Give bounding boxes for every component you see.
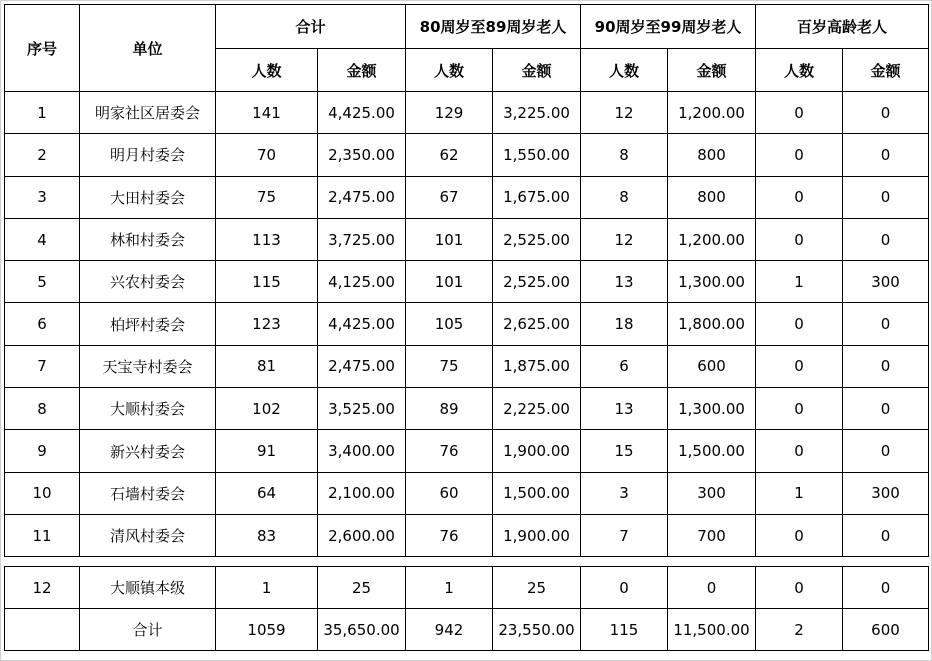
cell-total-count: 113 [216,218,318,260]
cell-c90-amount: 800 [668,176,756,218]
cell-c100-count: 0 [756,92,843,134]
cell-c90-count: 12 [581,92,668,134]
cell-c80-amount: 1,500.00 [493,472,581,514]
subsidy-table-summary [4,566,929,651]
cell-seq: 5 [5,261,80,303]
cell-c80-amount: 25 [493,567,581,609]
cell-total-amount: 3,725.00 [318,218,406,260]
cell-c90-amount: 700 [668,514,756,556]
cell-total-count: 1 [216,567,318,609]
cell-c100-amount: 0 [843,345,929,387]
header-group-90-99: 90周岁至99周岁老人 [581,5,756,49]
cell-c100-amount: 0 [843,134,929,176]
header-unit: 单位 [80,5,216,92]
cell-total-amount: 2,350.00 [318,134,406,176]
cell-c100-amount: 0 [843,303,929,345]
cell-c90-amount: 1,300.00 [668,261,756,303]
table-row [5,303,929,345]
cell-c100-count: 0 [756,218,843,260]
cell-seq: 6 [5,303,80,345]
cell-total-amount: 4,125.00 [318,261,406,303]
cell-c80-count: 76 [406,430,493,472]
cell-c100-count: 0 [756,430,843,472]
cell-c90-count: 3 [581,472,668,514]
cell-total-count: 64 [216,472,318,514]
cell-c80-count: 1 [406,567,493,609]
cell-unit: 大顺村委会 [80,388,216,430]
table-row [5,514,929,556]
cell-c80-amount: 2,525.00 [493,261,581,303]
cell-total-amount: 3,400.00 [318,430,406,472]
cell-unit: 明家社区居委会 [80,92,216,134]
header-group-total: 合计 [216,5,406,49]
cell-total-amount: 25 [318,567,406,609]
cell-total-count: 70 [216,134,318,176]
cell-unit: 大田村委会 [80,176,216,218]
cell-total-amount: 35,650.00 [318,609,406,651]
cell-c90-count: 8 [581,134,668,176]
cell-unit: 林和村委会 [80,218,216,260]
cell-unit: 柏坪村委会 [80,303,216,345]
header-seq: 序号 [5,5,80,92]
cell-c100-amount: 0 [843,514,929,556]
cell-c80-amount: 1,900.00 [493,514,581,556]
table-row [5,176,929,218]
cell-c90-count: 18 [581,303,668,345]
cell-total-amount: 4,425.00 [318,92,406,134]
cell-c80-amount: 2,625.00 [493,303,581,345]
cell-c90-count: 12 [581,218,668,260]
table-row [5,345,929,387]
cell-c80-count: 75 [406,345,493,387]
cell-c90-amount: 1,200.00 [668,92,756,134]
cell-total-count: 141 [216,92,318,134]
cell-c100-count: 1 [756,472,843,514]
header-80-amount: 金额 [493,49,581,92]
header-100-amount: 金额 [843,49,929,92]
cell-seq: 2 [5,134,80,176]
cell-c90-count: 6 [581,345,668,387]
cell-c80-amount: 3,225.00 [493,92,581,134]
table-row [5,261,929,303]
cell-c90-count: 15 [581,430,668,472]
cell-c90-count: 115 [581,609,668,651]
header-90-amount: 金额 [668,49,756,92]
cell-c100-count: 0 [756,134,843,176]
cell-seq: 12 [5,567,80,609]
cell-unit: 天宝寺村委会 [80,345,216,387]
cell-c100-count: 0 [756,388,843,430]
cell-unit: 清风村委会 [80,514,216,556]
cell-c90-amount: 1,300.00 [668,388,756,430]
cell-c90-amount: 0 [668,567,756,609]
cell-total-count: 115 [216,261,318,303]
cell-c80-count: 105 [406,303,493,345]
cell-seq: 10 [5,472,80,514]
header-80-count: 人数 [406,49,493,92]
cell-c90-amount: 11,500.00 [668,609,756,651]
cell-c80-count: 101 [406,218,493,260]
cell-unit: 兴农村委会 [80,261,216,303]
cell-total-count: 91 [216,430,318,472]
cell-c100-amount: 0 [843,430,929,472]
cell-total-count: 83 [216,514,318,556]
cell-seq: 8 [5,388,80,430]
cell-seq: 7 [5,345,80,387]
header-row-groups [5,5,929,49]
summary-row [5,567,929,609]
cell-seq: 11 [5,514,80,556]
cell-c100-amount: 0 [843,218,929,260]
cell-c100-amount: 0 [843,176,929,218]
cell-c100-amount: 300 [843,472,929,514]
cell-seq: 9 [5,430,80,472]
cell-c80-amount: 1,550.00 [493,134,581,176]
cell-seq: 1 [5,92,80,134]
cell-c80-count: 62 [406,134,493,176]
table-row [5,134,929,176]
cell-c100-count: 0 [756,567,843,609]
cell-c90-amount: 600 [668,345,756,387]
cell-c100-amount: 0 [843,567,929,609]
cell-c90-amount: 1,800.00 [668,303,756,345]
cell-c90-amount: 1,500.00 [668,430,756,472]
summary-body [5,567,929,651]
cell-c100-count: 0 [756,345,843,387]
table-row [5,388,929,430]
cell-total-count: 102 [216,388,318,430]
cell-c80-count: 89 [406,388,493,430]
cell-unit: 合计 [80,609,216,651]
cell-c80-count: 129 [406,92,493,134]
cell-c80-count: 67 [406,176,493,218]
header-90-count: 人数 [581,49,668,92]
cell-total-amount: 2,100.00 [318,472,406,514]
cell-c90-amount: 800 [668,134,756,176]
cell-unit: 石墙村委会 [80,472,216,514]
cell-unit: 明月村委会 [80,134,216,176]
table-body [5,92,929,557]
summary-row [5,609,929,651]
cell-total-amount: 2,475.00 [318,176,406,218]
cell-c80-amount: 1,875.00 [493,345,581,387]
cell-c80-count: 76 [406,514,493,556]
cell-unit: 新兴村委会 [80,430,216,472]
header-100-count: 人数 [756,49,843,92]
header-group-80-89: 80周岁至89周岁老人 [406,5,581,49]
cell-c80-count: 942 [406,609,493,651]
header-group-100: 百岁高龄老人 [756,5,929,49]
cell-unit: 大顺镇本级 [80,567,216,609]
cell-c90-count: 13 [581,388,668,430]
cell-c100-count: 0 [756,514,843,556]
cell-total-count: 81 [216,345,318,387]
cell-c100-amount: 0 [843,92,929,134]
cell-c80-count: 60 [406,472,493,514]
cell-c100-count: 0 [756,303,843,345]
header-total-count: 人数 [216,49,318,92]
cell-c100-amount: 600 [843,609,929,651]
cell-seq: 4 [5,218,80,260]
cell-total-count: 123 [216,303,318,345]
cell-c100-amount: 0 [843,388,929,430]
table-row [5,92,929,134]
table-row [5,218,929,260]
table-row [5,472,929,514]
cell-c100-count: 2 [756,609,843,651]
cell-total-amount: 3,525.00 [318,388,406,430]
cell-c90-count: 0 [581,567,668,609]
cell-c80-amount: 2,525.00 [493,218,581,260]
cell-c90-amount: 300 [668,472,756,514]
cell-c80-amount: 1,675.00 [493,176,581,218]
cell-c90-amount: 1,200.00 [668,218,756,260]
cell-seq [5,609,80,651]
header-total-amount: 金额 [318,49,406,92]
cell-c90-count: 8 [581,176,668,218]
cell-c100-amount: 300 [843,261,929,303]
cell-total-amount: 2,475.00 [318,345,406,387]
cell-c100-count: 1 [756,261,843,303]
cell-c80-amount: 1,900.00 [493,430,581,472]
subsidy-table [4,4,929,557]
cell-c90-count: 13 [581,261,668,303]
cell-c100-count: 0 [756,176,843,218]
cell-seq: 3 [5,176,80,218]
cell-c80-amount: 2,225.00 [493,388,581,430]
cell-c80-amount: 23,550.00 [493,609,581,651]
cell-total-count: 75 [216,176,318,218]
cell-c80-count: 101 [406,261,493,303]
cell-total-amount: 2,600.00 [318,514,406,556]
cell-total-amount: 4,425.00 [318,303,406,345]
cell-c90-count: 7 [581,514,668,556]
cell-total-count: 1059 [216,609,318,651]
table-row [5,430,929,472]
